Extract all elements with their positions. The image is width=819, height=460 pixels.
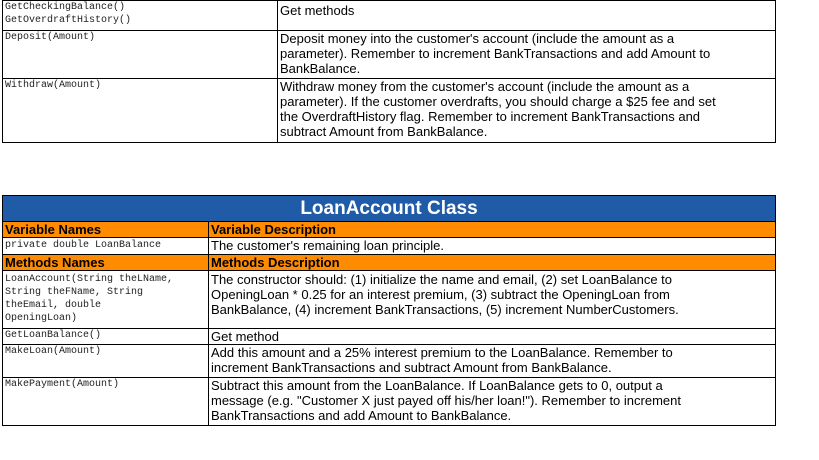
method-description: Get method <box>211 329 279 344</box>
method-name-cell <box>3 271 209 329</box>
method-description-header: Methods Description <box>209 255 776 271</box>
method-name: GetOverdraftHistory() <box>5 15 132 26</box>
method-description: Get methods <box>280 3 355 18</box>
variable-description-cell <box>209 238 776 255</box>
method-description-cell <box>209 271 776 329</box>
method-description-cell <box>209 329 776 345</box>
class-title: LoanAccount Class <box>3 196 776 222</box>
method-description: the OverdraftHistory flag. Remember to increment BankTransactions and <box>280 109 701 124</box>
variable-description: The customer's remaining loan principle. <box>211 238 444 253</box>
method-name-cell <box>3 378 209 426</box>
variable-names-header: Variable Names <box>3 222 209 238</box>
loan-account-table <box>2 195 776 426</box>
method-name: String theFName, String <box>5 287 144 298</box>
table-row <box>3 79 776 143</box>
method-description-cell <box>209 345 776 378</box>
variable-description-header: Variable Description <box>209 222 776 238</box>
method-description: parameter). Remember to increment BankTransactions and add Amount to <box>280 46 711 61</box>
method-description: Withdraw money from the customer's account (include the amount as a <box>280 79 690 94</box>
method-description: Subtract this amount from the LoanBalance. If LoanBalance gets to 0, output a <box>211 378 663 393</box>
method-name: MakePayment(Amount) <box>5 379 120 390</box>
method-description: Add this amount and a 25% interest premium to the LoanBalance. Remember to <box>211 345 673 360</box>
table-row <box>3 1 776 31</box>
method-description: BankBalance, (4) increment BankTransactions, (5) increment NumberCustomers. <box>211 302 679 317</box>
table-title-row <box>3 196 776 222</box>
method-description-cell <box>278 1 776 31</box>
method-name-cell <box>3 345 209 378</box>
table-row <box>3 345 776 378</box>
method-name: LoanAccount(String theLName, <box>5 274 174 285</box>
table-row <box>3 238 776 255</box>
checking-methods-table <box>2 0 776 143</box>
method-description: The constructor should: (1) initialize the name and email, (2) set LoanBalance to <box>211 272 673 287</box>
method-description: BankTransactions and add Amount to BankBalance. <box>211 408 512 423</box>
table-row <box>3 378 776 426</box>
method-name: Deposit(Amount) <box>5 32 96 43</box>
method-description: increment BankTransactions and subtract Amount from BankBalance. <box>211 360 612 375</box>
method-name-cell <box>3 1 278 31</box>
method-description: parameter). If the customer overdrafts, you should charge a $25 fee and set <box>280 94 716 109</box>
method-name: theEmail, double <box>5 300 102 311</box>
method-description-cell <box>278 79 776 143</box>
method-header-row <box>3 255 776 271</box>
table-row <box>3 329 776 345</box>
method-description: OpeningLoan * 0.25 for an interest premium, (3) subtract the OpeningLoan from <box>211 287 670 302</box>
method-description-cell <box>278 31 776 79</box>
method-name: MakeLoan(Amount) <box>5 346 102 357</box>
method-name: Withdraw(Amount) <box>5 80 102 91</box>
table-row <box>3 31 776 79</box>
variable-name: private double LoanBalance <box>5 240 162 251</box>
method-description-cell <box>209 378 776 426</box>
method-description: BankBalance. <box>280 61 361 76</box>
method-description: message (e.g. "Customer X just payed off his/her loan!"). Remember to increment <box>211 393 681 408</box>
method-description: subtract Amount from BankBalance. <box>280 124 488 139</box>
variable-header-row <box>3 222 776 238</box>
method-description: Deposit money into the customer's account (include the amount as a <box>280 31 675 46</box>
method-name: GetLoanBalance() <box>5 330 102 341</box>
method-name-cell <box>3 79 278 143</box>
table-row <box>3 271 776 329</box>
variable-name-cell <box>3 238 209 255</box>
method-name: GetCheckingBalance() <box>5 2 126 13</box>
method-name: OpeningLoan) <box>5 313 78 324</box>
method-name-cell <box>3 329 209 345</box>
method-name-cell <box>3 31 278 79</box>
method-names-header: Methods Names <box>3 255 209 271</box>
